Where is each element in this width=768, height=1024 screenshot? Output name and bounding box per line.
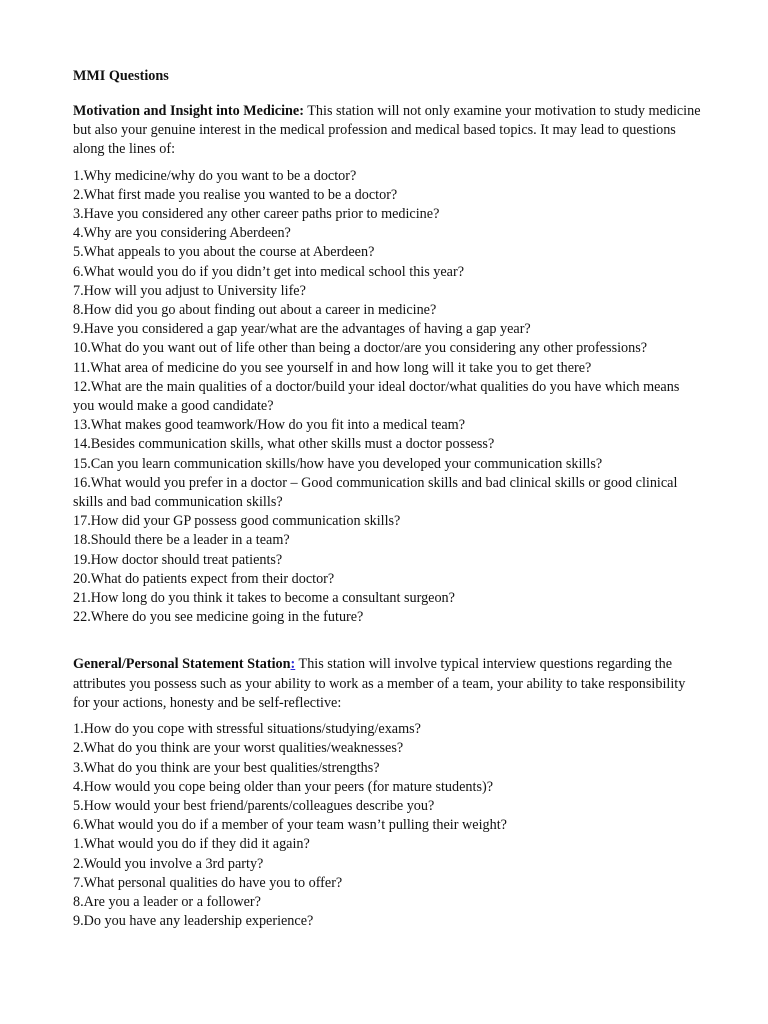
question-item: 2.What first made you realise you wanted to be a doctor? [73, 186, 398, 203]
question-item: 3.What do you think are your best qualities/strengths? [73, 759, 380, 776]
question-item: 5.How would your best friend/parents/colleagues describe you? [73, 797, 435, 814]
question-item: 4.Why are you considering Aberdeen? [73, 225, 291, 242]
question-item: 7.What personal qualities do have you to offer? [73, 874, 343, 891]
question-item: 6.What would you do if you didn’t get into medical school this year? [73, 263, 465, 280]
question-item: 3.Have you considered any other career paths prior to medicine? [73, 206, 440, 223]
heading-colon-link[interactable]: : [290, 656, 296, 673]
section-heading: Motivation and Insight into Medicine: [73, 103, 304, 119]
question-item: 12.What are the main qualities of a doctor/build your ideal doctor/what qualities do you have which means you would make a good candidate? [73, 378, 680, 415]
question-item: 4.How would you cope being older than your peers (for mature students)? [73, 778, 493, 795]
question-item: 1.How do you cope with stressful situations/studying/exams? [73, 721, 421, 738]
question-item: 8.How did you go about finding out about a career in medicine? [73, 302, 437, 319]
section-intro [73, 655, 703, 713]
question-item: 5.What appeals to you about the course at Aberdeen? [73, 244, 375, 261]
question-item: 7.How will you adjust to University life? [73, 282, 306, 299]
section-intro [73, 102, 703, 160]
question-item: 13.What makes good teamwork/How do you fit into a medical team? [73, 417, 466, 434]
question-item: 6.What would you do if a member of your team wasn’t pulling their weight? [73, 817, 507, 834]
question-item: 21.How long do you think it takes to become a consultant surgeon? [73, 590, 455, 607]
question-item: 10.What do you want out of life other than being a doctor/are you considering any other professions? [73, 340, 648, 357]
question-item: 2.What do you think are your worst qualities/weaknesses? [73, 740, 404, 757]
question-item: 9.Do you have any leadership experience? [73, 913, 314, 930]
question-item: 19.How doctor should treat patients? [73, 551, 283, 568]
section-description: This station will not only examine your motivation to study medicine but also your genuine interest in the medical profession and medical based topics. It may lead to questions along the lines of: [73, 103, 701, 158]
question-item: 14.Besides communication skills, what other skills must a doctor possess? [73, 436, 495, 453]
question-item: 2.Would you involve a 3rd party? [73, 855, 264, 872]
section-motivation [73, 102, 703, 627]
question-item: 8.Are you a leader or a follower? [73, 893, 261, 910]
question-item: 1.Why medicine/why do you want to be a doctor? [73, 167, 357, 184]
question-item: 22.Where do you see medicine going in the future? [73, 609, 364, 626]
question-list [73, 720, 703, 931]
question-item: 11.What area of medicine do you see yourself in and how long will it take you to get there? [73, 359, 592, 376]
question-item: 15.Can you learn communication skills/how have you developed your communication skills? [73, 455, 603, 472]
question-item: 18.Should there be a leader in a team? [73, 532, 290, 549]
section-description: This station will involve typical interview questions regarding the attributes you possess such as your ability to work as a member of a team, your ability to take responsibility for your actions, honesty and be self-reflective: [73, 656, 686, 711]
section-general-personal-statement [73, 655, 703, 931]
document-title: MMI Questions [73, 68, 169, 84]
question-item: 20.What do patients expect from their doctor? [73, 570, 335, 587]
question-item: 16.What would you prefer in a doctor – Good communication skills and bad clinical skills or good clinical skills and bad communication skills? [73, 474, 678, 511]
question-item: 1.What would you do if they did it again? [73, 836, 310, 853]
section-heading: General/Personal Statement Station [73, 656, 291, 673]
question-item: 9.Have you considered a gap year/what are the advantages of having a gap year? [73, 321, 531, 338]
section-spacer [73, 627, 703, 655]
document-page [73, 67, 703, 931]
question-list [73, 167, 703, 628]
question-item: 17.How did your GP possess good communication skills? [73, 513, 401, 530]
